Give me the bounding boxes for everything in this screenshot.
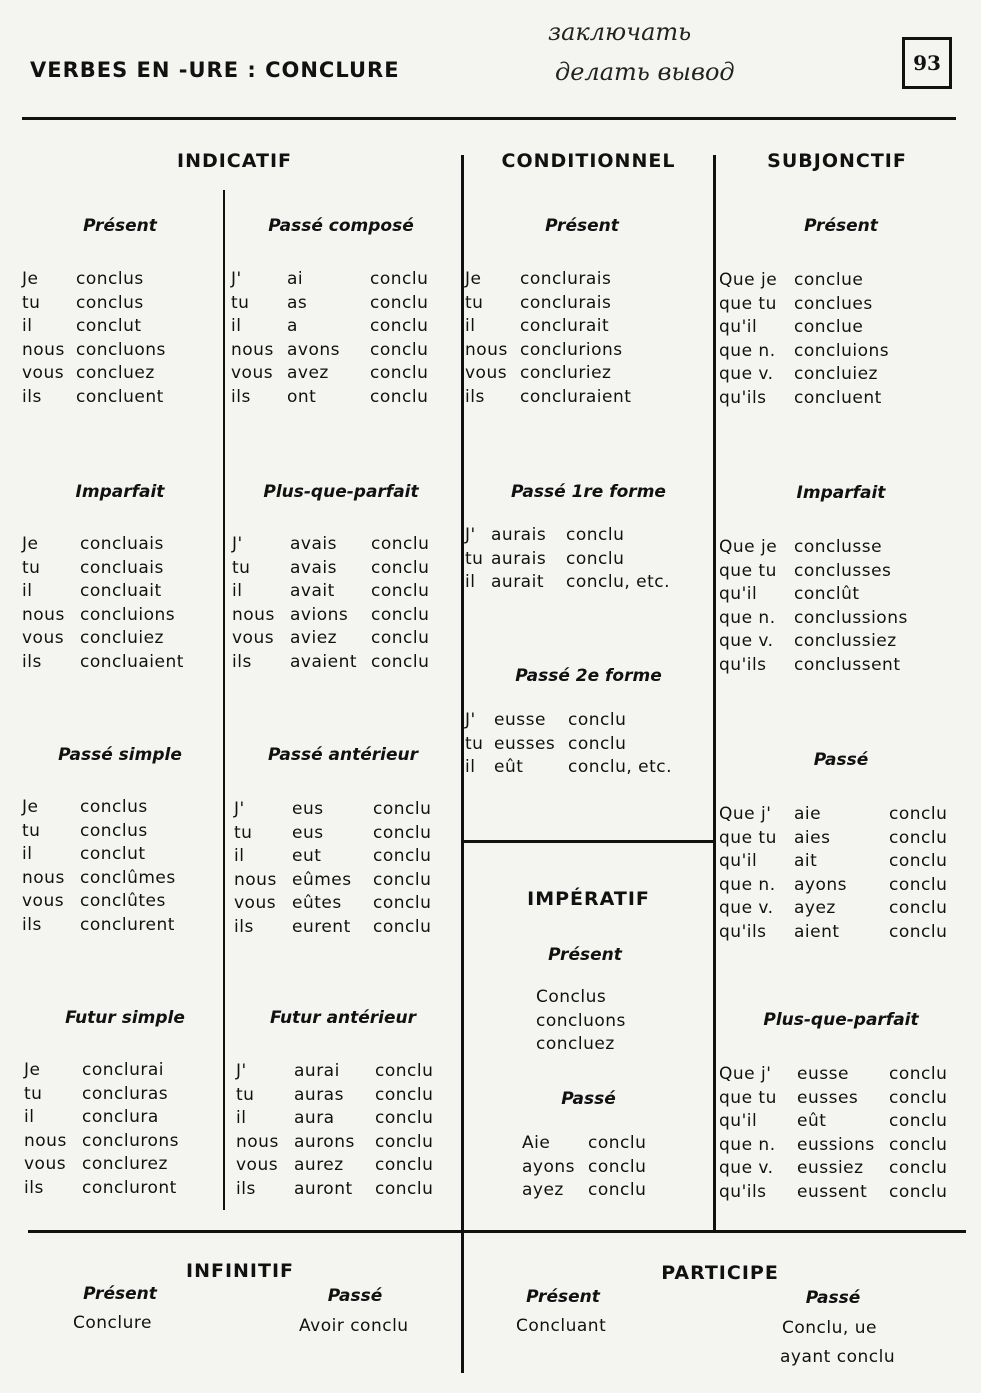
pronoun: vous [22,363,65,383]
verb-form: conclu [373,893,432,913]
pronoun: Je [22,269,39,289]
pronoun: ayons [522,1156,576,1177]
pronoun: il [22,581,33,601]
pronoun: il [22,316,33,336]
verb-form: conclûtes [80,891,166,911]
pronoun: J' [236,1061,247,1081]
pronoun: Aie [522,1133,551,1153]
verb-form: conclussent [794,654,901,675]
pronoun: il [234,846,245,866]
pronoun: ils [465,386,485,407]
pronoun: tu [231,292,250,313]
pronoun: que n. [719,874,776,895]
pronoun: nous [231,339,274,360]
tense-label: Passé composé [268,216,414,236]
verb-form: conclu [588,1156,647,1177]
pronoun: ils [234,916,254,937]
tense-label: Passé simple [58,745,182,765]
verb-form: conclu [375,1061,434,1081]
verb-form: eûmes [292,869,352,890]
verb-form: a [287,316,298,336]
pronoun: tu [22,292,41,313]
verb-form: Conclus [536,987,607,1007]
pronoun: ils [231,386,251,407]
tense-label: Passé [327,1286,383,1306]
verb-form: concluons [76,339,166,360]
verb-form: conclurai [82,1060,164,1080]
pronoun: il [22,844,33,864]
verb-form: conclus [76,292,144,313]
page-title: VERBES EN -URE : CONCLURE [30,58,400,82]
verb-form: aient [794,921,840,942]
verb-form: conclu [371,628,430,648]
pronoun: ils [22,914,42,935]
pronoun: qu'il [719,584,758,604]
imperatif-heading: IMPÉRATIF [527,888,650,910]
tense-label: Présent [526,1287,600,1307]
verb-form: conclu [568,710,627,730]
pronoun: vous [465,363,508,383]
pronoun: tu [24,1083,43,1104]
verb-form: aurais [491,548,547,569]
pronoun: nous [22,867,65,888]
verb-form: conclu [371,651,430,672]
verb-form: eusse [494,710,546,730]
verb-form: conclu [889,898,948,918]
participe-passe-value-1: Conclu, ue [782,1318,877,1338]
verb-form: conclurais [520,292,612,313]
pronoun: que v. [719,364,774,384]
pronoun: J' [234,799,245,819]
verb-form: aura [294,1108,335,1128]
pronoun: il [465,572,476,592]
verb-form: conclu [370,386,429,407]
verb-form: conclut [80,844,146,864]
verb-form: conclu [373,916,432,937]
verb-form: eûtes [292,893,342,913]
pronoun: vous [234,893,277,913]
pronoun: ils [232,651,252,672]
pronoun: vous [231,363,274,383]
tense-label: Passé antérieur [268,745,418,765]
pronoun: ils [24,1177,44,1198]
pronoun: tu [465,733,484,754]
pronoun: que v. [719,1158,774,1178]
verb-form: aurai [294,1061,340,1081]
pronoun: ils [22,386,42,407]
pronoun: que tu [719,560,777,581]
verb-form: concluais [80,557,164,578]
infinitif-heading: INFINITIF [186,1260,294,1282]
verb-form: concluent [76,386,164,407]
verb-form: avais [290,534,337,554]
tense-label: Présent [83,1284,157,1304]
conditionnel-heading: CONDITIONNEL [501,150,676,172]
tense-label: Plus-que-parfait [263,482,419,502]
pronoun: Je [465,269,482,289]
verb-form: concluras [82,1083,169,1104]
verb-form: conclus [80,797,148,817]
verb-form: conclussions [794,607,908,628]
pronoun: nous [236,1131,279,1152]
verb-form: conclu [370,363,429,383]
pronoun: ils [22,651,42,672]
pronoun: J' [231,269,242,289]
verb-form: conclues [794,293,873,314]
verb-form: conclu [889,1134,948,1155]
pronoun: tu [22,820,41,841]
pronoun: que tu [719,293,777,314]
pronoun: il [236,1108,247,1128]
tense-label: Imparfait [796,483,886,503]
verb-form: conclusse [794,537,883,557]
verb-form: aie [794,804,822,824]
verb-form: avait [290,581,335,601]
tense-label: Passé [561,1089,616,1109]
verb-form: conclu [889,874,948,895]
verb-form: conclu [371,534,430,554]
pronoun: Je [24,1060,41,1080]
pronoun: ils [236,1178,256,1199]
verb-form: avions [290,604,349,625]
verb-form: aurez [294,1155,344,1175]
verb-form: ai [287,269,304,289]
infinitif-present-value: Conclure [73,1313,152,1333]
participe-present-value: Concluant [516,1316,607,1336]
verb-form: conclue [794,270,864,290]
verb-form: eus [292,822,324,843]
verb-form: eusse [797,1064,849,1084]
verb-form: conclurait [520,316,610,336]
verb-form: conclu [370,292,429,313]
pronoun: vous [236,1155,279,1175]
verb-form: eut [292,846,322,866]
pronoun: tu [22,557,41,578]
verb-form: conclu [373,799,432,819]
left-column-divider [461,155,464,1373]
tense-label: Passé 1re forme [511,482,666,502]
verb-form: conclu [371,604,430,625]
verb-form: concluaient [80,651,184,672]
tense-label: Passé [813,750,869,770]
tense-label: Futur simple [65,1008,185,1028]
verb-form: eussent [797,1181,868,1202]
tense-label: Présent [548,945,622,965]
pronoun: nous [234,869,277,890]
pronoun: nous [232,604,275,625]
verb-form: eût [494,757,524,777]
pronoun: que tu [719,827,777,848]
pronoun: ayez [522,1180,564,1200]
pronoun: qu'il [719,851,758,871]
verb-form: conclu, etc. [566,572,671,592]
verb-form: conclu [371,581,430,601]
pronoun: qu'ils [719,387,767,408]
verb-form: concluons [536,1010,626,1031]
verb-form: conclu [889,1087,948,1108]
verb-form: conclu [375,1155,434,1175]
verb-form: aurons [294,1131,355,1152]
verb-form: conclurez [82,1154,168,1174]
pronoun: nous [24,1130,67,1151]
tense-label: Futur antérieur [269,1008,417,1028]
verb-form: avons [287,339,341,360]
verb-form: concluez [76,363,155,383]
verb-form: conclus [76,269,144,289]
subjonctif-heading: SUBJONCTIF [767,150,907,172]
pronoun: que tu [719,1087,777,1108]
pronoun: Je [22,797,39,817]
verb-form: concluais [80,534,164,554]
pronoun: qu'il [719,1111,758,1131]
verb-form: conclus [80,820,148,841]
pronoun: tu [234,822,253,843]
verb-form: avaient [290,651,358,672]
verb-form: conclu [566,525,625,545]
verb-form: avez [287,363,329,383]
verb-form: conclurions [520,339,623,360]
verb-form: eût [797,1111,827,1131]
verb-form: conclu [375,1131,434,1152]
pronoun: J' [232,534,243,554]
pronoun: il [465,757,476,777]
verb-form: concluiez [80,628,164,648]
verb-form: aurait [491,572,544,592]
verb-form: eussions [797,1134,875,1155]
verb-form: conclu [889,1158,948,1178]
verb-form: eusses [494,733,556,754]
verb-form: conclu [375,1178,434,1199]
bottom-rule [28,1230,966,1233]
handwritten-note-2: делать вывод [555,58,735,86]
verb-form: conclut [76,316,142,336]
verb-form: ayons [794,874,848,895]
verb-form: conclurent [80,914,175,935]
indicatif-divider [223,190,225,1210]
verb-form: auras [294,1084,344,1105]
pronoun: il [232,581,243,601]
pronoun: Que je [719,270,778,290]
pronoun: vous [22,628,65,648]
verb-form: concluiez [794,364,878,384]
pronoun: tu [465,548,484,569]
verb-form: eusses [797,1087,859,1108]
verb-form: concluions [80,604,176,625]
indicatif-heading: INDICATIF [177,150,292,172]
pronoun: qu'ils [719,654,767,675]
pronoun: que v. [719,631,774,651]
pronoun: qu'il [719,317,758,337]
verb-form: conclu [588,1133,647,1153]
verb-form: eussiez [797,1158,864,1178]
tense-label: Présent [804,216,878,236]
verb-form: eus [292,799,324,819]
tense-label: Présent [545,216,619,236]
verb-form: conclu [889,851,948,871]
pronoun: vous [22,891,65,911]
tense-label: Imparfait [75,482,165,502]
pronoun: que n. [719,1134,776,1155]
participe-heading: PARTICIPE [661,1262,779,1284]
pronoun: il [465,316,476,336]
pronoun: vous [24,1154,67,1174]
verb-form: aies [794,827,831,848]
verb-form: avais [290,557,337,578]
verb-form: conclurons [82,1130,180,1151]
verb-form: conclue [794,317,864,337]
verb-form: concluraient [520,386,632,407]
pronoun: tu [232,557,251,578]
verb-form: ont [287,386,317,407]
verb-form: conclu [566,548,625,569]
pronoun: J' [465,525,476,545]
tense-label: Plus-que-parfait [763,1010,919,1030]
pronoun: qu'ils [719,921,767,942]
verb-form: eurent [292,916,351,937]
pronoun: il [231,316,242,336]
verb-form: as [287,292,308,313]
verb-form: concluent [794,387,882,408]
infinitif-passe-value: Avoir conclu [299,1316,409,1336]
pronoun: que n. [719,340,776,361]
verb-form: conclu, etc. [568,757,673,777]
right-column-divider [713,155,716,1230]
verb-form: conclu [371,557,430,578]
verb-form: conclu [889,1181,948,1202]
pronoun: tu [236,1084,255,1105]
verb-form: conclu [373,869,432,890]
pronoun: nous [22,339,65,360]
verb-form: concluait [80,581,162,601]
pronoun: Que je [719,537,778,557]
verb-form: ayez [794,898,836,918]
verb-form: conclurais [520,269,612,289]
tense-label: Passé [805,1288,861,1308]
verb-form: conclu [889,921,948,942]
verb-form: conclûmes [80,867,176,888]
verb-form: conclu [373,822,432,843]
page-number: 93 [902,37,952,89]
verb-form: conclu [588,1180,647,1200]
pronoun: tu [465,292,484,313]
pronoun: il [24,1107,35,1127]
tense-label: Passé 2e forme [515,666,662,686]
pronoun: nous [22,604,65,625]
verb-form: conclu [889,804,948,824]
verb-form: conclu [889,1064,948,1084]
verb-form: concluions [794,340,890,361]
verb-form: concluez [536,1034,615,1054]
verb-form: conclu [889,1111,948,1131]
verb-form: conclu [375,1108,434,1128]
verb-form: aviez [290,628,338,648]
verb-form: conclu [889,827,948,848]
pronoun: Je [22,534,39,554]
verb-form: auront [294,1178,353,1199]
handwritten-note-1: заключать [548,18,692,46]
verb-form: concluront [82,1177,177,1198]
pronoun: J' [465,710,476,730]
pronoun: vous [232,628,275,648]
verb-form: conclu [373,846,432,866]
pronoun: que v. [719,898,774,918]
tense-label: Présent [83,216,157,236]
imperatif-top-rule [464,840,713,843]
verb-form: conclu [370,316,429,336]
verb-form: ait [794,851,818,871]
verb-form: conclusses [794,560,892,581]
verb-form: conclu [370,269,429,289]
pronoun: nous [465,339,508,360]
verb-form: aurais [491,525,547,545]
verb-form: conclu [370,339,429,360]
verb-form: concluriez [520,363,612,383]
verb-form: conclura [82,1107,159,1127]
pronoun: Que j' [719,1064,772,1084]
verb-form: conclût [794,584,860,604]
pronoun: Que j' [719,804,772,824]
verb-form: conclu [375,1084,434,1105]
participe-passe-value-2: ayant conclu [780,1347,896,1367]
top-rule [22,117,956,120]
pronoun: que n. [719,607,776,628]
verb-form: conclu [568,733,627,754]
pronoun: qu'ils [719,1181,767,1202]
verb-form: conclussiez [794,631,897,651]
